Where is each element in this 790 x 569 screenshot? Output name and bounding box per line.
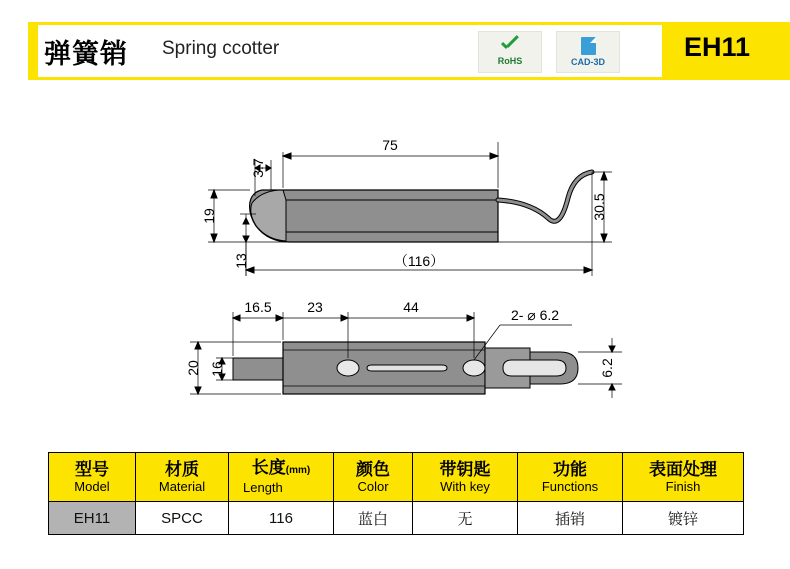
cell-functions: 插销: [518, 502, 623, 535]
cell-model: EH11: [49, 502, 136, 535]
dim-116: （116）: [393, 253, 445, 269]
cad-3d-badge-label: CAD-3D: [570, 57, 605, 67]
rohs-badge: [478, 31, 542, 73]
table-row[interactable]: [49, 502, 744, 535]
cell-finish: 镀锌: [623, 502, 744, 535]
col-functions: 功能 Functions: [518, 453, 623, 502]
page-header: [0, 22, 790, 80]
spec-table-header-row: [49, 453, 744, 502]
dim-44: 44: [403, 299, 419, 315]
spec-table: [48, 452, 744, 535]
side-view-body: [250, 190, 498, 242]
dim-hole-callout: 2- ⌀ 6.2: [510, 307, 560, 323]
col-material: 材质 Material: [136, 453, 229, 502]
technical-drawing: [0, 90, 790, 440]
col-color: 颜色 Color: [334, 453, 413, 502]
hole-right: [463, 360, 485, 376]
dim-19: 19: [201, 208, 217, 224]
document-icon: [581, 37, 596, 55]
model-code: EH11: [684, 32, 751, 62]
dim-20: 20: [185, 360, 201, 376]
hole-left: [337, 360, 359, 376]
cell-color: 蓝白: [334, 502, 413, 535]
dim-6-2: 6.2: [599, 358, 615, 378]
dim-23: 23: [307, 299, 323, 315]
col-with-key: 带钥匙 With key: [413, 453, 518, 502]
page-title-en: Spring ccotter: [162, 38, 280, 59]
col-model: 型号 Model: [49, 453, 136, 502]
cad-3d-badge[interactable]: [556, 31, 620, 73]
dim-16: 16: [209, 361, 225, 377]
drawing-svg: [0, 90, 790, 440]
col-length: 长度(mm) Length: [229, 453, 334, 502]
dim-75: 75: [382, 137, 398, 153]
dim-30-5: 30.5: [591, 193, 607, 221]
dim-16-5: 16.5: [244, 299, 272, 315]
page-title-cn: 弹簧销: [44, 39, 128, 70]
cell-material: SPCC: [136, 502, 229, 535]
rohs-badge-label: RoHS: [497, 56, 523, 66]
col-finish: 表面处理 Finish: [623, 453, 744, 502]
dim-3-7: 3.7: [250, 158, 266, 178]
dim-13: 13: [233, 253, 249, 269]
check-icon: [499, 38, 521, 54]
cell-with-key: 无: [413, 502, 518, 535]
cell-length: 116: [229, 502, 334, 535]
